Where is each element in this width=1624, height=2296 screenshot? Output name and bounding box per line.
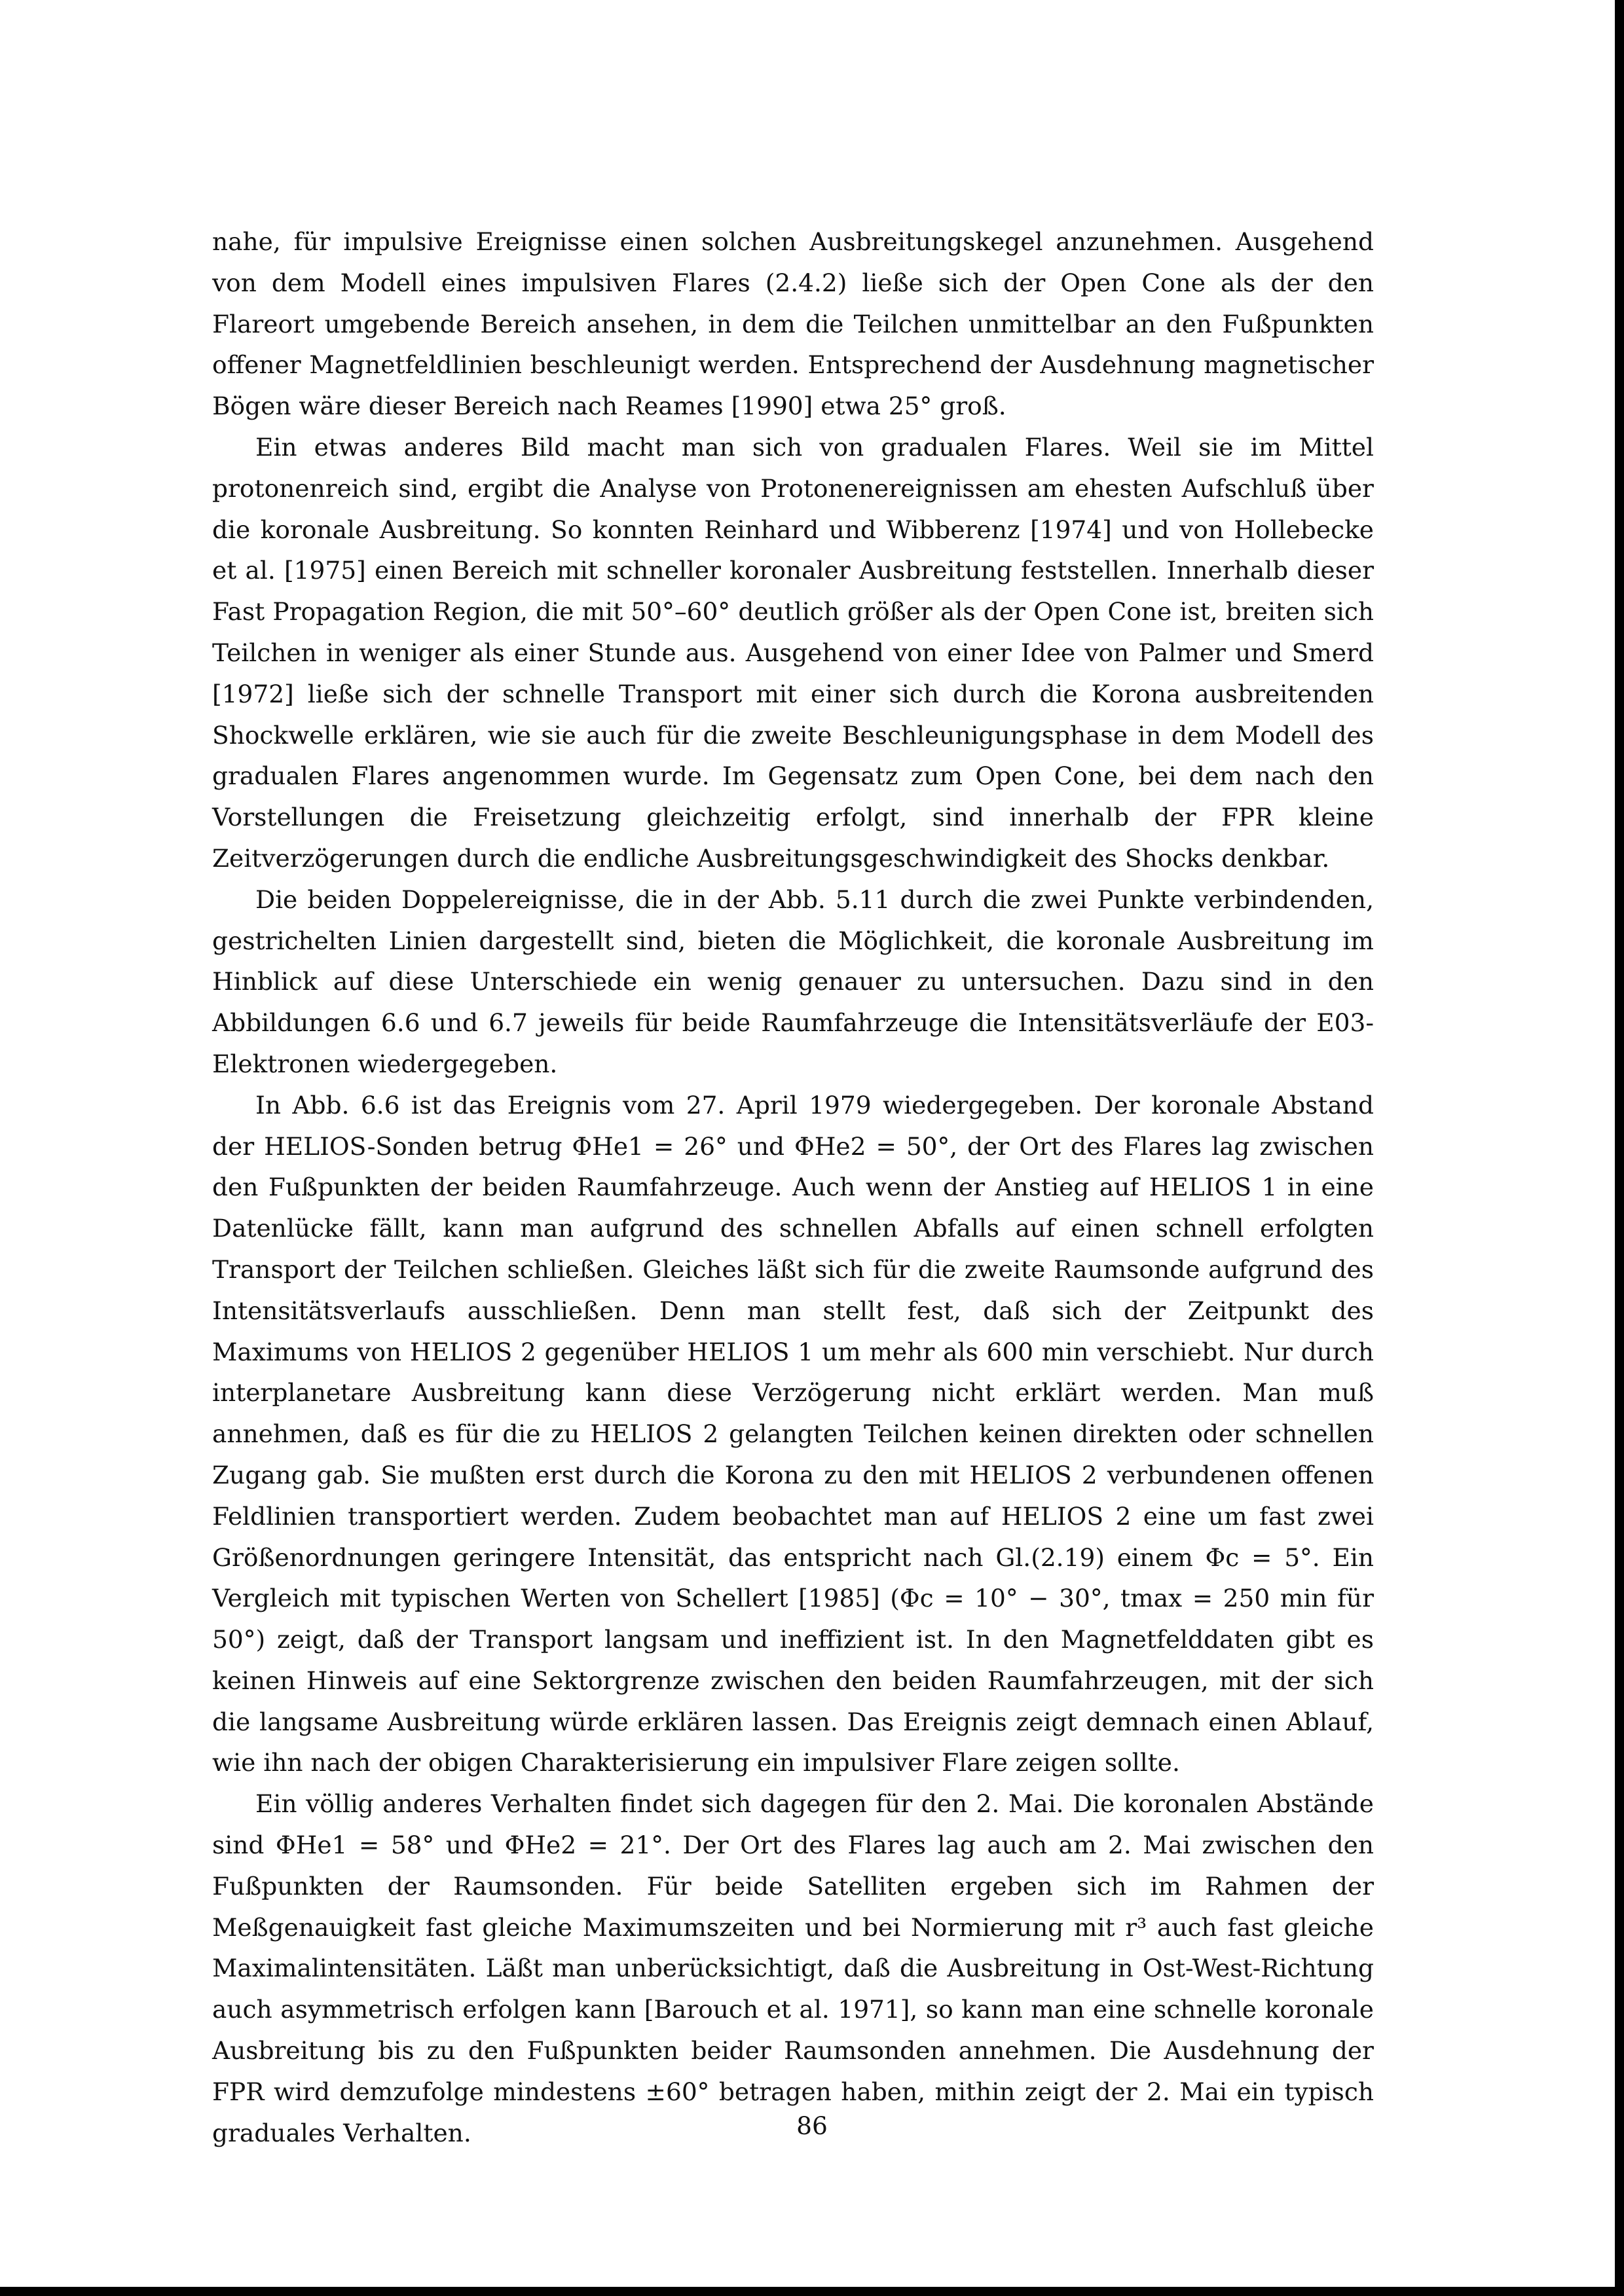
paragraph-april-event: In Abb. 6.6 ist das Ereignis vom 27. April 1979 wiedergegeben. Der koronale Abstand der HELIOS-Sonden betrug ΦHe1 = 26° und ΦHe2 = 50°, der Ort des Flares lag zwischen den Fußpunkten der beiden Raumfahrzeuge. Auch wenn der Anstieg auf HELIOS 1 in eine Datenlücke fällt, kann man aufgrund des schnellen Abfalls auf einen schnell erfolgten Transport der Teilchen schließen. Gleiches läßt sich für die zweite Raumsonde aufgrund des Intensitätsverlaufs ausschließen. Denn man stellt fest, daß sich der Zeitpunkt des Maximums von HELIOS 2 gegenüber HELIOS 1 um mehr als 600 min verschiebt. Nur durch interplanetare Ausbreitung kann diese Verzögerung nicht erklärt werden. Man muß annehmen, daß es für die zu HELIOS 2 gelangten Teilchen keinen direkten oder schnellen Zugang gab. Sie mußten erst durch die Korona zu den mit HELIOS 2 verbundenen offenen Feldlinien transportiert werden. Zudem beobachtet man auf HELIOS 2 eine um fast zwei Größenordnungen geringere Intensität, das entspricht nach Gl.(2.19) einem Φc = 5°. Ein Vergleich mit typischen Werten von Schellert [1985] (Φc = 10° − 30°, tmax = 250 min für 50°) zeigt, daß der Transport langsam und ineffizient ist. In den Magnetfelddaten gibt es keinen Hinweis auf eine Sektorgrenze zwischen den beiden Raumfahrzeugen, mit der sich die langsame Ausbreitung würde erklären lassen. Das Ereignis zeigt demnach einen Ablauf, wie ihn nach der obigen Charakterisierung ein impulsiver Flare zeigen sollte. bbox=[212, 1090, 1374, 1777]
page-edge-bottom bbox=[0, 2287, 1624, 2296]
page-number: 86 bbox=[796, 2111, 828, 2140]
paragraph-may-event: Ein völlig anderes Verhalten findet sich dagegen für den 2. Mai. Die koronalen Abstände sind ΦHe1 = 58° und ΦHe2 = 21°. Der Ort des Flares lag auch am 2. Mai zwischen den Fußpunkten der Raumsonden. Für beide Satelliten ergeben sich im Rahmen der Meßgenauigkeit fast gleiche Maximumszeiten und bei Normierung mit r³ auch fast gleiche Maximalintensitäten. Läßt man unberücksichtigt, daß die Ausbreitung in Ost-West-Richtung auch asymmetrisch erfolgen kann [Barouch et al. 1971], so kann man eine schnelle koronale Ausbreitung bis zu den Fußpunkten beider Raumsonden annehmen. Die Ausdehnung der FPR wird demzufolge mindestens ±60° betragen haben, mithin zeigt der 2. Mai ein typisch graduales Verhalten. bbox=[212, 1789, 1374, 2147]
paragraph-open-cone: nahe, für impulsive Ereignisse einen solchen Ausbreitungskegel anzunehmen. Ausgehend von dem Modell eines impulsiven Flares (2.4.2) ließe sich der Open Cone als der den Flareort umgebende Bereich ansehen, in dem die Teilchen unmittelbar an den Fußpunkten offener Magnetfeldlinien beschleunigt werden. Entsprechend der Ausdehnung magnetischer Bögen wäre dieser Bereich nach Reames [1990] etwa 25° groß. bbox=[212, 227, 1374, 421]
paragraph-gradual-flares: Ein etwas anderes Bild macht man sich von gradualen Flares. Weil sie im Mittel protonenreich sind, ergibt die Analyse von Protonenereignissen am ehesten Aufschluß über die koronale Ausbreitung. So konnten Reinhard und Wibberenz [1974] und von Hollebecke et al. [1975] einen Bereich mit schneller koronaler Ausbreitung feststellen. Innerhalb dieser Fast Propagation Region, die mit 50°–60° deutlich größer als der Open Cone ist, breiten sich Teilchen in weniger als einer Stunde aus. Ausgehend von einer Idee von Palmer und Smerd [1972] ließe sich der schnelle Transport mit einer sich durch die Korona ausbreitenden Shockwelle erklären, wie sie auch für die zweite Beschleunigungsphase in dem Modell des gradualen Flares angenommen wurde. Im Gegensatz zum Open Cone, bei dem nach den Vorstellungen die Freisetzung gleichzeitig erfolgt, sind innerhalb der FPR kleine Zeitverzögerungen durch die endliche Ausbreitungsgeschwindigkeit des Shocks denkbar. bbox=[212, 432, 1374, 873]
paragraph-double-events: Die beiden Doppelereignisse, die in der Abb. 5.11 durch die zwei Punkte verbindenden, gestrichelten Linien dargestellt sind, bieten die Möglichkeit, die koronale Ausbreitung im Hinblick auf diese Unterschiede ein wenig genauer zu untersuchen. Dazu sind in den Abbildungen 6.6 und 6.7 jeweils für beide Raumfahrzeuge die Intensitätsverläufe der E03-Elektronen wiedergegeben. bbox=[212, 884, 1374, 1078]
page-edge-right bbox=[1615, 0, 1624, 2296]
body-text bbox=[212, 221, 1374, 2153]
